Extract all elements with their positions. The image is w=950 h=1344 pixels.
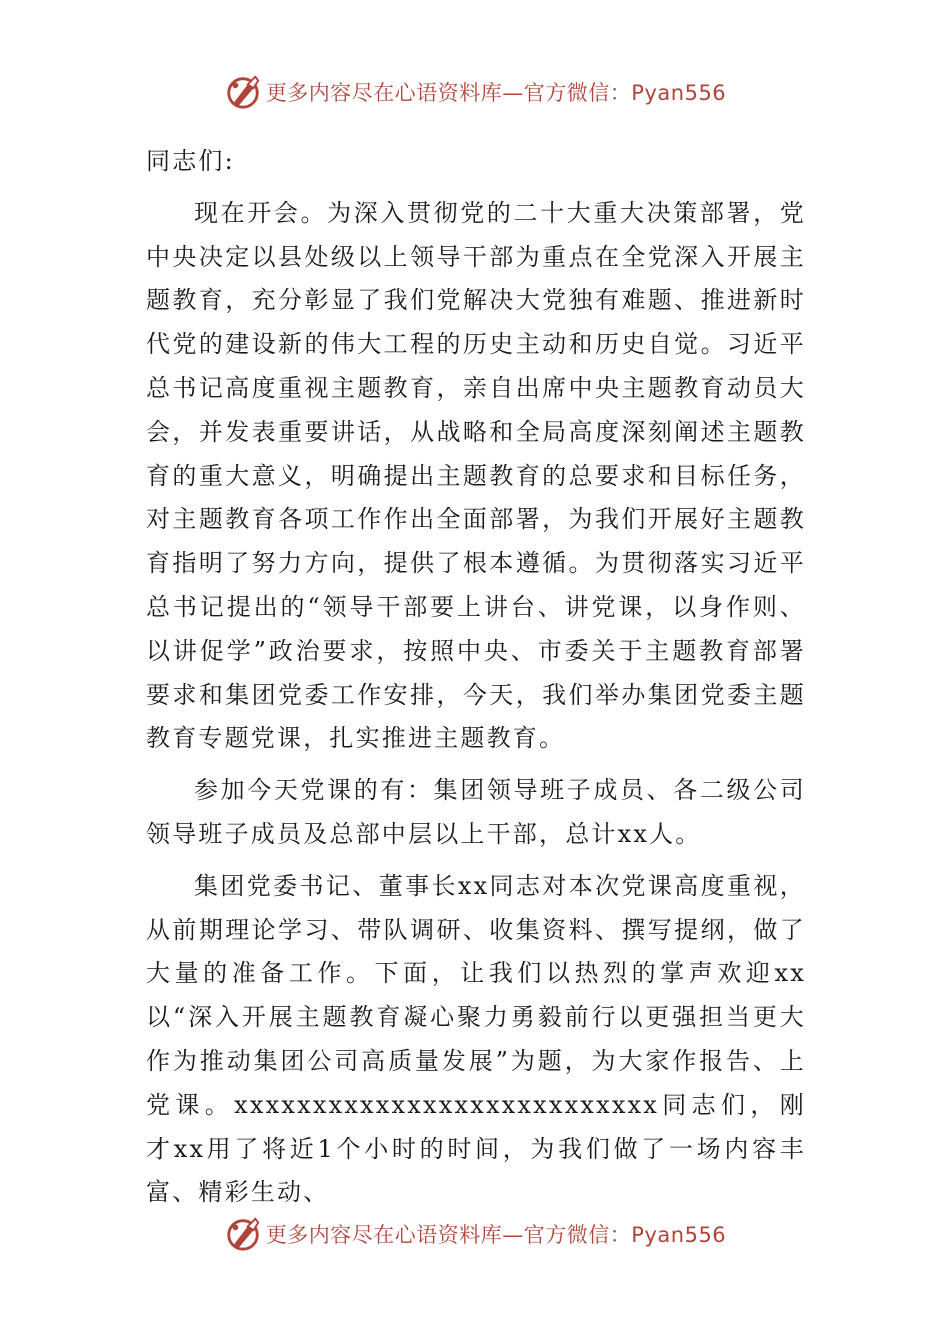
pen-nib-logo-icon xyxy=(224,1215,262,1253)
paragraph-opening: 现在开会。为深入贯彻党的二十大重大决策部署，党中央决定以县处级以上领导干部为重点在全党深入开展主题教育，充分彰显了我们党解决大党独有难题、推进新时代党的建设新的伟大工程的历史主动和历史自觉。习近平总书记高度重视主题教育，亲自出席中央主题教育动员大会，并发表重要讲话，从战略和全局高度深刻阐述主题教育的重大意义，明确提出主题教育的总要求和目标任务，对主题教育各项工作作出全面部署，为我们开展好主题教育指明了努力方向，提供了根本遵循。为贯彻落实习近平总书记提出的“领导干部要上讲台、讲党课，以身作则、以讲促学”政治要求，按照中央、市委关于主题教育部署要求和集团党委工作安排，今天，我们举办集团党委主题教育专题党课，扎实推进主题教育。 xyxy=(146,198,806,753)
watermark-text: 更多内容尽在心语资料库—官方微信：Pyan556 xyxy=(265,81,727,105)
paragraph-attendees: 参加今天党课的有：集团领导班子成员、各二级公司领导班子成员及总部中层以上干部，总计xx人。 xyxy=(146,776,806,848)
watermark-banner-bottom xyxy=(0,1210,950,1258)
paragraph-introduction: 集团党委书记、董事长xx同志对本次党课高度重视，从前期理论学习、带队调研、收集资料、撰写提纲，做了大量的准备工作。下面，让我们以热烈的掌声欢迎xx以“深入开展主题教育凝心聚力勇毅前行以更强担当更大作为推动集团公司高质量发展”为题，为大家作报告、上党课。xxxxxxxxxxxxxxxxxxxxxxxxxxx同志们，刚才xx用了将近1个小时的时间，为我们做了一场内容丰富、精彩生动、 xyxy=(146,871,806,1207)
watermark-text: 更多内容尽在心语资料库—官方微信：Pyan556 xyxy=(265,1223,727,1247)
greeting: 同志们: xyxy=(146,147,235,175)
watermark-banner-top xyxy=(0,68,950,116)
pen-nib-logo-icon xyxy=(224,73,262,111)
document-body xyxy=(146,140,806,1223)
